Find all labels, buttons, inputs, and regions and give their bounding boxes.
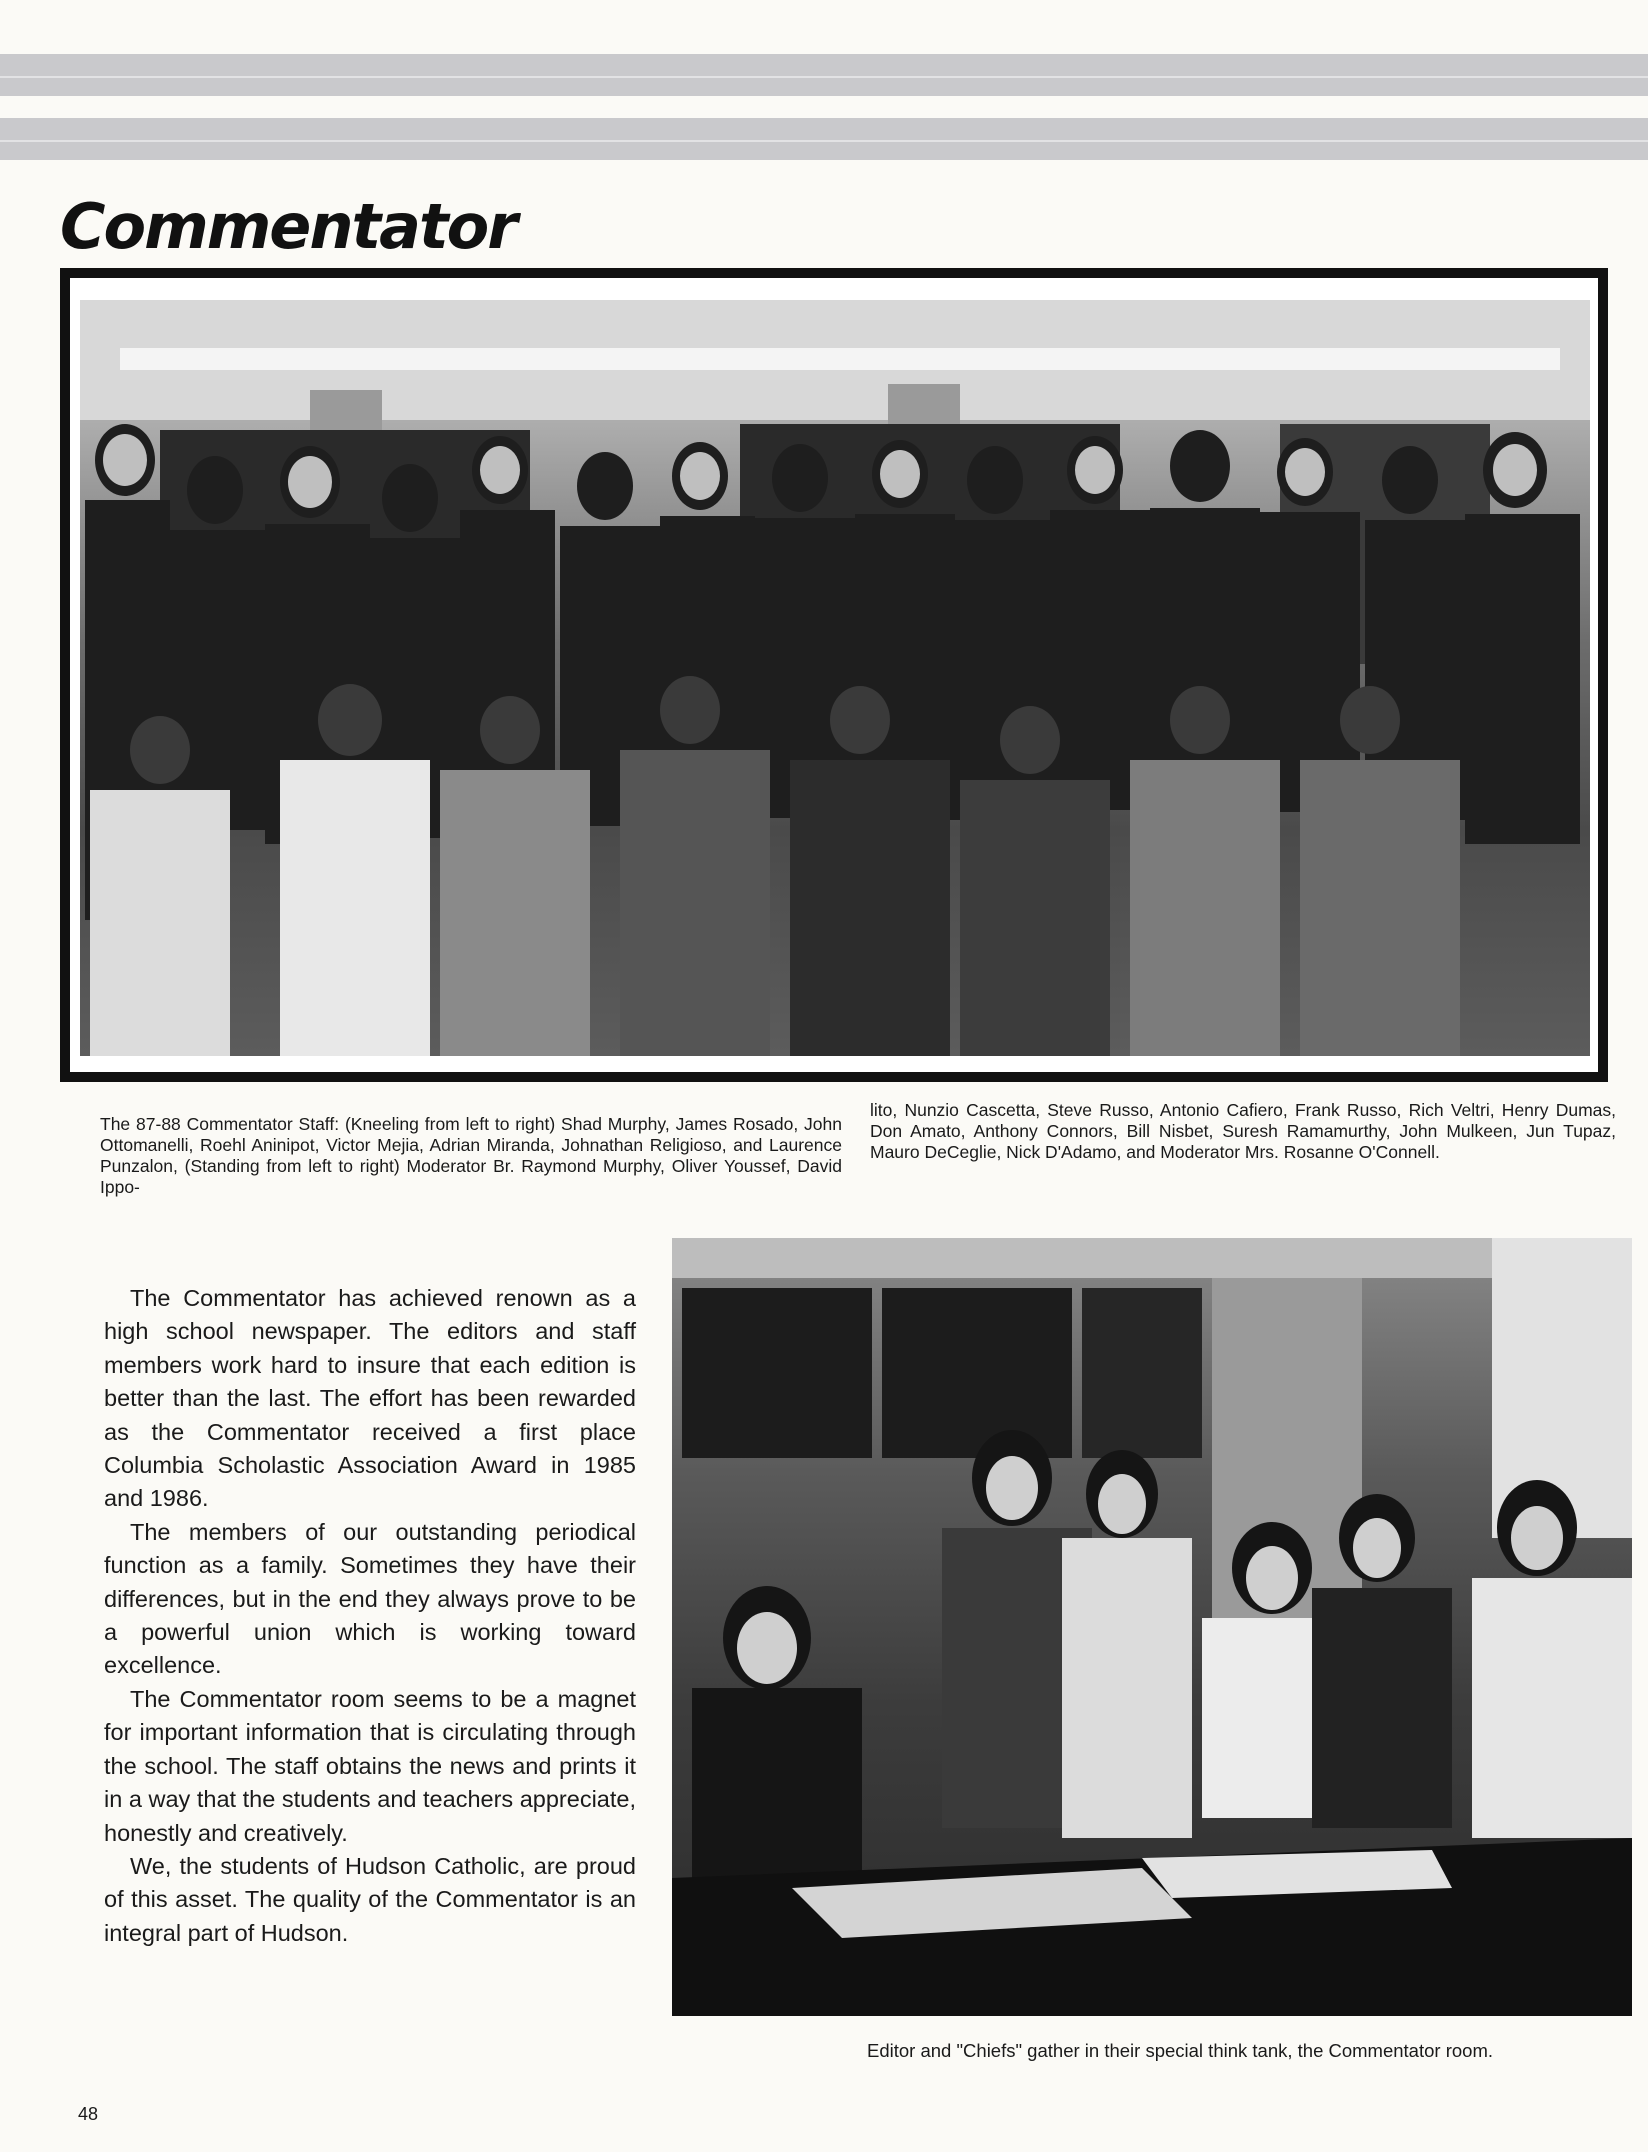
room-photo-caption: Editor and "Chiefs" gather in their special think tank, the Commentator room. xyxy=(867,2040,1493,2061)
page-number: 48 xyxy=(78,2104,99,2124)
room-photo-illustration xyxy=(672,1238,1632,2016)
staff-photo xyxy=(80,300,1590,1056)
staff-caption-left: The 87-88 Commentator Staff: (Kneeling from left to right) Shad Murphy, James Rosado, John Ottomanelli, Roehl Aninipot, Victor Mejia, Adrian Miranda, Johnathan Religioso, and Laurence Punzalon, (Standing from left to right) Moderator Br. Raymond Murphy, Oliver Youssef, David Ippo- xyxy=(100,1114,842,1197)
article-paragraph: The Commentator has achieved renown as a high school newspaper. The editors and staff members work hard to insure that each edition is better than the last. The effort has been rewarded as the Commentator received a first place Columbia Scholastic Association Award in 1985 and 1986. xyxy=(104,1285,636,1512)
band-highlight xyxy=(0,76,1648,78)
second-decorative-band xyxy=(0,118,1648,160)
page-title: Commentator xyxy=(60,190,516,263)
article-paragraph: We, the students of Hudson Catholic, are proud of this asset. The quality of the Commentator is an integral part of Hudson. xyxy=(104,1852,636,1946)
room-photo xyxy=(672,1238,1632,2016)
top-decorative-band xyxy=(0,54,1648,96)
band-highlight xyxy=(0,140,1648,142)
article-body xyxy=(104,1282,636,1950)
staff-caption-right: lito, Nunzio Cascetta, Steve Russo, Antonio Cafiero, Frank Russo, Rich Veltri, Henry Dumas, Don Amato, Anthony Connors, Bill Nisbet, Suresh Ramamurthy, John Mulkeen, Jun Tupaz, Mauro DeCeglie, Nick D'Adamo, and Moderator Mrs. Rosanne O'Connell. xyxy=(870,1100,1616,1162)
staff-photo-illustration xyxy=(80,300,1590,1056)
article-paragraph: The Commentator room seems to be a magnet for important information that is circulating through the school. The staff obtains the news and prints it in a way that the students and teachers appreciate, honestly and creatively. xyxy=(104,1685,636,1846)
article-paragraph: The members of our outstanding periodical function as a family. Sometimes they have their differences, but in the end they always prove to be a powerful union which is working toward excellence. xyxy=(104,1518,636,1679)
